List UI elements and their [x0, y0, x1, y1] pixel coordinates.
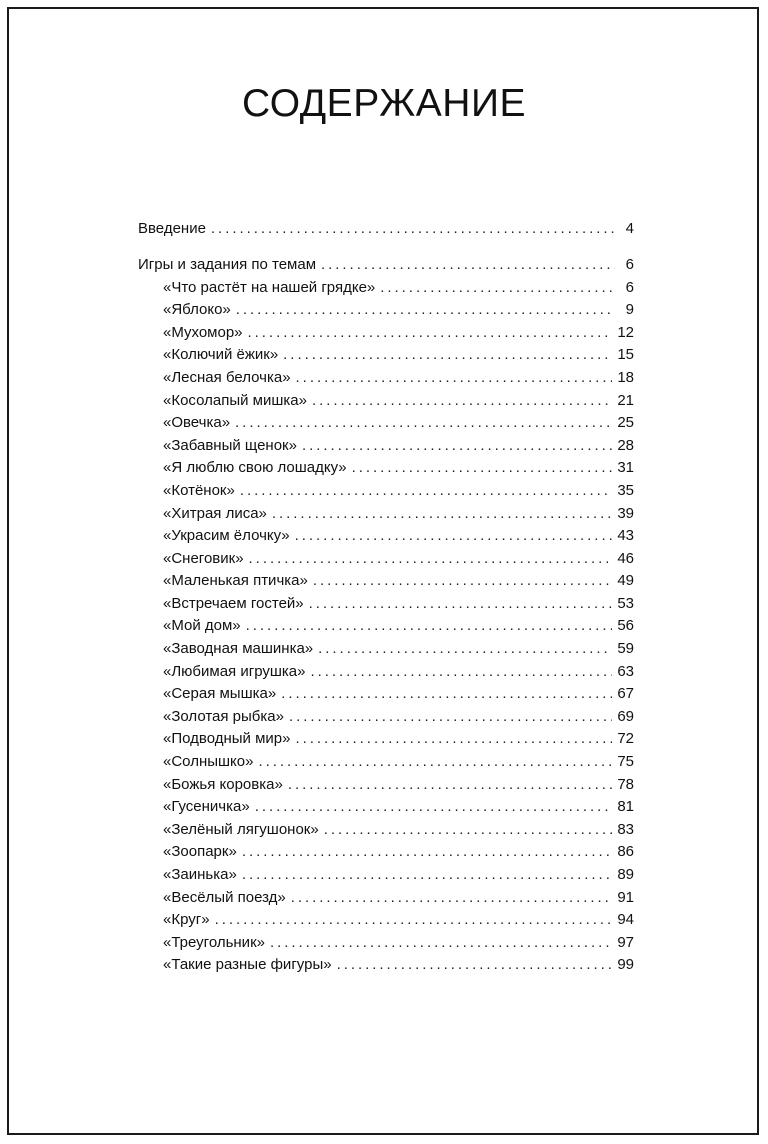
toc-subentry-page: 31: [617, 459, 634, 477]
toc-subentry-page: 83: [617, 820, 634, 838]
toc-subentry: [138, 412, 634, 435]
toc-subentry-label: «Я люблю свою лошадку»: [163, 459, 347, 477]
dot-leader: [302, 435, 612, 458]
toc-subentry: [138, 548, 634, 571]
dot-leader: [236, 299, 615, 322]
toc-subentry: [138, 728, 634, 751]
toc-subentry-page: 53: [617, 594, 634, 612]
toc-subentry-page: 67: [617, 685, 634, 703]
toc-entry: [138, 254, 634, 277]
toc-entry-label: Игры и задания по темам: [138, 255, 317, 273]
toc-subentry: [138, 503, 634, 526]
toc-subentry-label: «Зелёный лягушонок»: [163, 820, 319, 838]
dot-leader: [312, 390, 612, 413]
toc-subentry-label: «Овечка»: [163, 414, 231, 432]
toc-subentry-label: «Встречаем гостей»: [163, 594, 304, 612]
toc-subentry-page: 86: [617, 843, 634, 861]
dot-leader: [380, 277, 615, 300]
page-title: СОДЕРЖАНИЕ: [241, 82, 527, 125]
dot-leader: [309, 593, 613, 616]
toc-subentry: [138, 299, 634, 322]
dot-leader: [240, 480, 612, 503]
toc-subentry-label: «Зоопарк»: [163, 843, 237, 861]
dot-leader: [352, 457, 613, 480]
dot-leader: [242, 841, 613, 864]
toc-subentry: [138, 661, 634, 684]
toc-subentry-label: «Колючий ёжик»: [163, 346, 279, 364]
dot-leader: [283, 344, 612, 367]
dot-leader: [272, 503, 612, 526]
toc-subentry-page: 18: [617, 368, 634, 386]
toc-subentry: [138, 277, 634, 300]
toc-subentry: [138, 774, 634, 797]
dot-leader: [288, 774, 613, 797]
toc-subentry: [138, 593, 634, 616]
toc-subentry-page: 25: [617, 414, 634, 432]
dot-leader: [311, 661, 613, 684]
toc-subentry: [138, 954, 634, 977]
toc-subentry-label: «Котёнок»: [163, 481, 235, 499]
toc-subentry: [138, 367, 634, 390]
toc-subentry: [138, 751, 634, 774]
toc-subentry-page: 6: [625, 278, 634, 296]
toc-entry-page: 6: [625, 255, 634, 273]
toc-subentry-label: «Такие разные фигуры»: [163, 956, 332, 974]
toc-subentry-page: 43: [617, 527, 634, 545]
toc-subentry-page: 21: [617, 391, 634, 409]
toc-subentry-label: «Подводный мир»: [163, 730, 291, 748]
toc-subentry-label: «Любимая игрушка»: [163, 662, 306, 680]
toc-subentry-page: 39: [617, 504, 634, 522]
toc-subentry: [138, 525, 634, 548]
dot-leader: [258, 751, 612, 774]
toc-subentry-page: 91: [617, 888, 634, 906]
toc-subentry-list: [138, 277, 634, 977]
toc-subentry: [138, 322, 634, 345]
table-of-contents: [138, 218, 634, 977]
toc-subentry: [138, 796, 634, 819]
toc-subentry: [138, 457, 634, 480]
toc-entry-page: 4: [625, 220, 634, 237]
toc-subentry-label: «Забавный щенок»: [163, 436, 297, 454]
toc-subentry-label: «Божья коровка»: [163, 775, 283, 793]
toc-subentry-page: 56: [617, 617, 634, 635]
dot-leader: [246, 615, 613, 638]
toc-subentry-label: «Украсим ёлочку»: [163, 527, 290, 545]
toc-subentry-page: 49: [617, 572, 634, 590]
toc-subentry-page: 12: [617, 323, 634, 341]
dot-leader: [295, 525, 613, 548]
toc-subentry-label: «Что растёт на нашей грядке»: [163, 278, 376, 296]
dot-leader: [318, 638, 612, 661]
toc-subentry-page: 59: [617, 640, 634, 658]
dot-leader: [235, 412, 612, 435]
toc-subentry: [138, 887, 634, 910]
toc-subentry-label: «Лесная белочка»: [163, 368, 291, 386]
toc-subentry: [138, 932, 634, 955]
toc-subentry-page: 46: [617, 549, 634, 567]
toc-subentry-page: 97: [617, 933, 634, 951]
toc-subentry-label: «Солнышко»: [163, 753, 254, 771]
toc-subentry: [138, 819, 634, 842]
dot-leader: [295, 728, 612, 751]
toc-subentry-page: 94: [617, 911, 634, 929]
toc-entry-label: Введение: [138, 220, 206, 237]
toc-subentry-page: 9: [625, 301, 634, 319]
toc-subentry-page: 69: [617, 707, 634, 725]
dot-leader: [211, 218, 615, 241]
dot-leader: [248, 322, 613, 345]
toc-subentry: [138, 638, 634, 661]
toc-subentry-page: 81: [617, 798, 634, 816]
toc-subentry-label: «Треугольник»: [163, 933, 265, 951]
toc-subentry-page: 89: [617, 866, 634, 884]
toc-subentry-label: «Гусеничка»: [163, 798, 250, 816]
toc-entry: [138, 218, 634, 241]
toc-subentry: [138, 480, 634, 503]
toc-subentry-page: 75: [617, 753, 634, 771]
toc-subentry: [138, 570, 634, 593]
toc-subentry: [138, 864, 634, 887]
toc-subentry-page: 15: [617, 346, 634, 364]
toc-subentry: [138, 435, 634, 458]
toc-subentry: [138, 615, 634, 638]
toc-subentry-label: «Мой дом»: [163, 617, 241, 635]
toc-subentry-label: «Заводная машинка»: [163, 640, 314, 658]
dot-leader: [313, 570, 612, 593]
toc-subentry: [138, 390, 634, 413]
toc-subentry-page: 28: [617, 436, 634, 454]
dot-leader: [296, 367, 613, 390]
toc-subentry-label: «Золотая рыбка»: [163, 707, 284, 725]
toc-subentry-label: «Яблоко»: [163, 301, 231, 319]
toc-subentry-page: 72: [617, 730, 634, 748]
dot-leader: [324, 819, 613, 842]
toc-subentry-label: «Снеговик»: [163, 549, 244, 567]
toc-subentry-page: 78: [617, 775, 634, 793]
dot-leader: [270, 932, 612, 955]
dot-leader: [249, 548, 613, 571]
dot-leader: [255, 796, 613, 819]
dot-leader: [291, 887, 613, 910]
toc-subentry: [138, 683, 634, 706]
toc-subentry-label: «Маленькая птичка»: [163, 572, 308, 590]
dot-leader: [321, 254, 615, 277]
toc-subentry-label: «Серая мышка»: [163, 685, 277, 703]
dot-leader: [281, 683, 612, 706]
dot-leader: [289, 706, 612, 729]
toc-subentry-label: «Заинька»: [163, 866, 237, 884]
toc-subentry-label: «Мухомор»: [163, 323, 243, 341]
toc-subentry: [138, 344, 634, 367]
toc-subentry: [138, 841, 634, 864]
toc-subentry-label: «Весёлый поезд»: [163, 888, 286, 906]
toc-subentry-page: 63: [617, 662, 634, 680]
toc-subentry: [138, 909, 634, 932]
dot-leader: [242, 864, 613, 887]
dot-leader: [337, 954, 613, 977]
dot-leader: [215, 909, 613, 932]
toc-subentry: [138, 706, 634, 729]
toc-subentry-page: 99: [617, 956, 634, 974]
toc-subentry-label: «Хитрая лиса»: [163, 504, 267, 522]
toc-subentry-label: «Косолапый мишка»: [163, 391, 307, 409]
toc-subentry-page: 35: [617, 481, 634, 499]
toc-subentry-label: «Круг»: [163, 911, 210, 929]
